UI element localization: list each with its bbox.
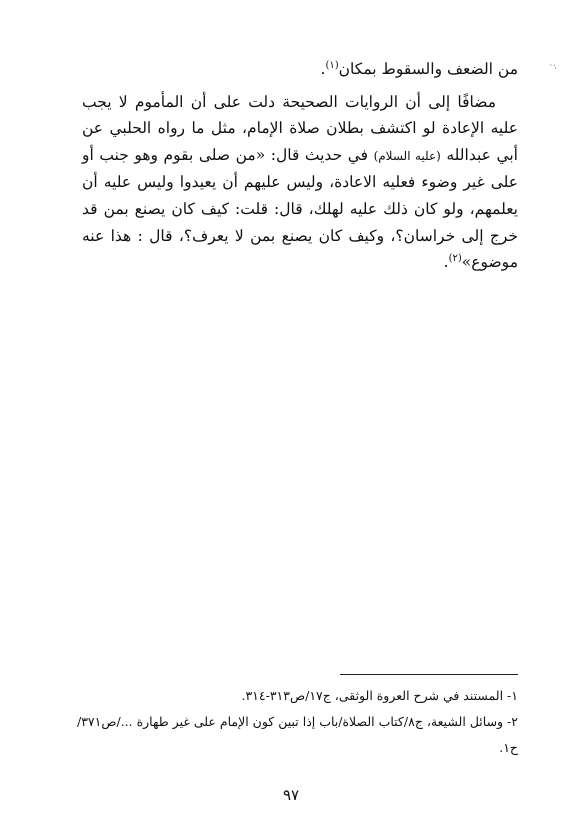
honorific-symbol: (عليه السلام) [373, 148, 441, 163]
footnote-ref-2[interactable]: (٢) [448, 253, 462, 264]
paragraph-1-end: . [320, 60, 326, 78]
paragraph-1 [82, 56, 518, 83]
footnote-separator [340, 674, 518, 675]
main-text [82, 56, 518, 276]
paragraph-2-text-before: مضافًا إلى أن الروايات الصحيحة دلت على أن المأموم لا يجب عليه الإعادة لو اكتشف بطلان صلاة الإمام، مثل ما رواه الحلبي عن أبي عبدالله [82, 92, 518, 164]
page-number: ٩٧ [282, 786, 300, 804]
paragraph-2-end: . [443, 253, 449, 272]
footnote-ref-1[interactable]: (١) [325, 59, 339, 71]
footnote-2: ٢- وسائل الشيعة، ج٨/كتاب الصلاة/باب إذا تبين كون الإمام على غير طهارة .../ص٣٧١/ ح١. [77, 714, 518, 755]
footnotes [60, 683, 518, 761]
corner-scan-mark: ˎ.ˏ [548, 57, 562, 71]
footnote-1: ١- المستند في شرح العروة الوثقى، ج١٧/ص٣١٣-٣١٤. [241, 688, 518, 703]
paragraph-2-text-after: في حديث قال: «من صلى بقوم وهو جنب أو على غير وضوء فعليه الاعادة، وليس عليهم أن يعيدوا وليس عليه أن يعلمهم، ولو كان ذلك عليه لهلك، قال: قلت: كيف كان يصنع بمن قد خرج إلى خراسان؟، وكيف كان يصنع بمن لا يعرف؟، قال : هذا عنه موضوع» [82, 145, 518, 272]
paragraph-1-text: من الضعف والسقوط بمكان [338, 60, 518, 78]
paragraph-2 [82, 89, 518, 276]
